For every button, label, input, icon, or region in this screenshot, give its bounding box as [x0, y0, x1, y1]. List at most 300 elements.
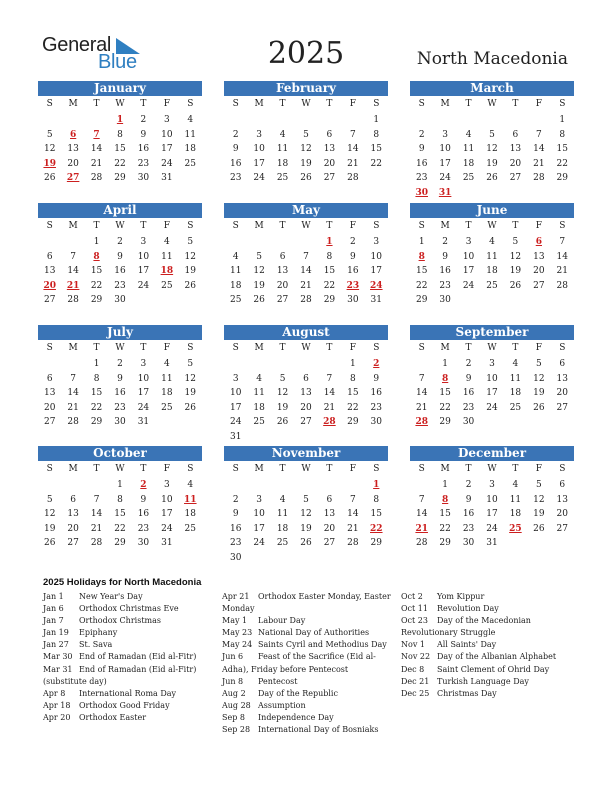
month-header: February [224, 81, 388, 96]
day-cell: 12 [533, 494, 545, 505]
day-cell: 4 [187, 480, 194, 490]
empty-day-cell [294, 357, 317, 372]
weekday-label: M [68, 221, 78, 231]
month-may [224, 203, 388, 308]
day-cell: 8 [93, 373, 100, 384]
holiday-date: Mar 30 [43, 652, 73, 662]
day-cell: 3 [465, 237, 472, 247]
holiday-day-cell: 20 [43, 280, 56, 291]
holiday-day-cell: 27 [66, 173, 80, 183]
month-header: October [38, 446, 202, 461]
weekday-label: M [440, 99, 450, 109]
day-cell: 9 [373, 373, 380, 384]
day-cell: 17 [137, 266, 150, 276]
day-cell: 14 [90, 509, 103, 519]
weekday-label: S [187, 99, 194, 109]
day-cell: 7 [70, 251, 76, 262]
day-cell: 22 [439, 523, 451, 534]
day-cell: 19 [253, 280, 265, 291]
month-grid [38, 340, 202, 430]
weekday-label: W [487, 99, 497, 109]
day-cell: 12 [253, 266, 265, 276]
day-cell: 23 [370, 402, 382, 413]
day-cell: 20 [533, 266, 545, 276]
weekday-label: T [93, 464, 100, 474]
weekday-label: S [46, 99, 53, 109]
day-cell: 11 [229, 266, 242, 276]
empty-day-cell [61, 235, 84, 250]
day-cell: 30 [462, 538, 475, 548]
weekday-label: T [465, 221, 472, 231]
day-cell: 20 [67, 523, 79, 534]
day-cell: 16 [229, 158, 242, 169]
weekday-label: W [115, 343, 125, 353]
holiday-date: Dec 25 [401, 688, 430, 698]
day-cell: 12 [300, 144, 312, 154]
day-cell: 14 [300, 266, 312, 276]
day-cell: 4 [512, 480, 519, 490]
day-cell: 24 [229, 417, 242, 427]
day-cell: 19 [509, 266, 522, 276]
weekday-label: T [93, 343, 100, 353]
day-cell: 7 [349, 129, 356, 140]
day-cell: 17 [137, 388, 150, 398]
holiday-date: Nov 1 [401, 640, 425, 650]
day-cell: 8 [349, 373, 356, 384]
day-cell: 4 [232, 251, 239, 262]
day-cell: 2 [349, 237, 356, 247]
holiday-day-cell: 23 [346, 280, 360, 291]
holiday-name: Orthodox Christmas [79, 616, 161, 626]
empty-day-cell [224, 478, 247, 493]
day-cell: 19 [276, 402, 289, 413]
empty-day-cell [224, 357, 247, 372]
day-cell: 3 [489, 480, 495, 490]
day-cell: 12 [300, 509, 312, 519]
holiday-day-cell: 8 [93, 251, 100, 262]
day-cell: 22 [114, 158, 126, 169]
empty-day-cell [318, 113, 341, 128]
day-cell: 7 [326, 373, 333, 384]
day-cell: 25 [161, 280, 173, 291]
holiday-entry [401, 591, 556, 603]
weekday-label: M [254, 221, 264, 231]
day-cell: 10 [253, 509, 265, 519]
day-cell: 1 [93, 237, 100, 247]
weekday-label: T [279, 221, 286, 231]
holiday-date: Nov 22 [401, 652, 431, 662]
weekday-label: T [465, 343, 472, 353]
day-cell: 3 [140, 237, 147, 247]
day-cell: 15 [439, 509, 451, 519]
day-cell: 26 [276, 417, 289, 427]
day-cell: 6 [279, 251, 286, 262]
empty-day-cell [341, 478, 364, 493]
day-cell: 7 [70, 373, 76, 384]
day-cell: 1 [418, 237, 425, 247]
day-cell: 23 [137, 158, 150, 169]
day-cell: 12 [509, 251, 522, 262]
weekday-label: S [46, 221, 53, 231]
day-cell: 2 [418, 129, 425, 140]
holiday-entry [43, 700, 196, 712]
day-cell: 13 [556, 373, 568, 384]
day-cell: 26 [300, 538, 312, 548]
day-cell: 3 [373, 237, 380, 247]
holiday-entry [43, 676, 196, 688]
day-cell: 5 [279, 373, 286, 384]
holiday-entry [222, 700, 391, 712]
weekday-label: W [301, 99, 311, 109]
day-cell: 7 [349, 494, 356, 505]
day-cell: 29 [90, 417, 103, 427]
day-cell: 17 [486, 509, 498, 519]
day-cell: 23 [439, 280, 451, 291]
holiday-day-cell: 7 [93, 129, 100, 140]
day-cell: 1 [559, 115, 566, 125]
day-cell: 4 [489, 237, 495, 247]
day-cell: 25 [486, 280, 498, 291]
empty-day-cell [85, 478, 108, 493]
holiday-date: Jan 7 [43, 616, 64, 626]
holiday-name: Orthodox Good Friday [79, 700, 170, 710]
day-cell: 1 [442, 359, 448, 369]
day-cell: 26 [43, 173, 56, 183]
day-cell: 9 [465, 494, 472, 505]
day-cell: 7 [535, 129, 542, 140]
day-cell: 11 [276, 509, 289, 519]
holiday-entry [222, 688, 391, 700]
day-cell: 2 [465, 359, 472, 369]
weekday-label: S [559, 99, 566, 109]
day-cell: 20 [276, 280, 289, 291]
weekday-label: M [254, 464, 264, 474]
holiday-day-cell: 25 [509, 523, 522, 534]
day-cell: 2 [117, 237, 123, 247]
weekday-label: S [559, 464, 566, 474]
weekday-label: S [232, 99, 239, 109]
day-cell: 12 [533, 373, 545, 384]
holiday-date: Apr 21 [222, 592, 250, 601]
day-cell: 2 [442, 237, 448, 247]
weekday-label: S [46, 343, 53, 353]
month-header: August [224, 325, 388, 340]
day-cell: 2 [465, 480, 472, 490]
day-cell: 9 [117, 251, 123, 262]
weekday-label: F [349, 221, 356, 231]
holiday-name: Orthodox Christmas Eve [79, 604, 179, 614]
day-cell: 18 [184, 144, 196, 154]
day-cell: 10 [161, 494, 173, 505]
holiday-day-cell: 1 [373, 480, 380, 490]
day-cell: 27 [43, 417, 56, 427]
holiday-column-2 [222, 591, 391, 736]
weekday-label: S [187, 343, 194, 353]
day-cell: 3 [163, 115, 170, 125]
day-cell: 13 [67, 509, 79, 519]
weekday-label: T [326, 343, 333, 353]
empty-day-cell [271, 113, 294, 128]
weekday-label: M [68, 464, 78, 474]
day-cell: 5 [187, 237, 194, 247]
day-cell: 16 [347, 266, 359, 276]
day-cell: 19 [486, 158, 498, 169]
holiday-name: All Saints' Day [437, 640, 497, 650]
day-cell: 1 [117, 480, 123, 490]
day-cell: 5 [187, 359, 194, 369]
weekday-label: S [418, 343, 425, 353]
day-cell: 4 [465, 129, 472, 140]
day-cell: 20 [323, 158, 336, 169]
day-cell: 30 [137, 538, 150, 548]
weekday-label: S [187, 464, 194, 474]
day-cell: 24 [253, 173, 265, 183]
day-cell: 20 [300, 402, 312, 413]
weekday-label: M [440, 343, 450, 353]
empty-day-cell [410, 357, 433, 372]
holiday-entry [401, 651, 556, 663]
holiday-name: Monday [222, 604, 255, 614]
day-cell: 10 [161, 129, 173, 140]
holiday-day-cell: 28 [415, 417, 428, 427]
month-header: July [38, 325, 202, 340]
day-cell: 16 [370, 388, 382, 398]
day-cell: 9 [418, 144, 425, 154]
empty-day-cell [271, 235, 294, 250]
day-cell: 14 [90, 144, 103, 154]
weekday-label: M [254, 99, 264, 109]
day-cell: 23 [137, 523, 150, 534]
day-cell: 25 [184, 158, 196, 169]
holiday-name: Saint Clement of Ohrid Day [437, 664, 550, 674]
empty-day-cell [38, 235, 61, 250]
month-february [224, 81, 388, 186]
empty-day-cell [61, 357, 84, 372]
holiday-entry [222, 664, 391, 676]
day-cell: 18 [276, 523, 289, 534]
logo-general-text: General [42, 34, 112, 56]
month-december [410, 446, 574, 551]
day-cell: 3 [256, 129, 262, 140]
day-cell: 11 [462, 144, 475, 154]
day-cell: 21 [323, 402, 336, 413]
day-cell: 30 [229, 552, 242, 563]
day-cell: 28 [556, 280, 568, 291]
day-cell: 28 [347, 538, 359, 548]
holiday-name: International Roma Day [79, 688, 177, 698]
holiday-date: Oct 11 [401, 604, 428, 614]
day-cell: 21 [347, 523, 359, 534]
day-cell: 21 [90, 523, 103, 534]
day-cell: 13 [43, 388, 56, 398]
weekday-label: F [535, 343, 542, 353]
day-cell: 10 [137, 251, 150, 262]
weekday-label: S [373, 221, 380, 231]
day-cell: 4 [187, 115, 194, 125]
day-cell: 14 [67, 388, 79, 398]
day-cell: 15 [370, 509, 382, 519]
holiday-name: Christmas Day [437, 688, 497, 698]
day-cell: 17 [486, 388, 498, 398]
day-cell: 17 [370, 266, 382, 276]
day-cell: 17 [462, 266, 475, 276]
empty-day-cell [410, 113, 433, 128]
day-cell: 29 [114, 538, 126, 548]
day-cell: 18 [276, 158, 289, 169]
day-cell: 2 [117, 359, 123, 369]
day-cell: 8 [117, 129, 123, 140]
day-cell: 18 [509, 388, 522, 398]
holiday-day-cell: 6 [535, 237, 542, 247]
day-cell: 12 [43, 509, 56, 519]
day-cell: 13 [323, 144, 336, 154]
day-cell: 15 [347, 388, 359, 398]
day-cell: 28 [90, 173, 103, 183]
day-cell: 30 [114, 295, 126, 305]
logo-blue-text: Blue [98, 51, 137, 73]
weekday-label: W [301, 464, 311, 474]
empty-day-cell [247, 478, 270, 493]
holiday-day-cell: 22 [370, 523, 383, 534]
holiday-day-cell: 11 [184, 494, 197, 505]
weekday-label: F [349, 464, 356, 474]
day-cell: 6 [46, 373, 53, 384]
weekday-label: S [232, 464, 239, 474]
empty-day-cell [38, 113, 61, 128]
day-cell: 14 [347, 509, 359, 519]
day-cell: 12 [486, 144, 498, 154]
empty-day-cell [61, 478, 84, 493]
day-cell: 19 [300, 523, 312, 534]
empty-day-cell [247, 235, 270, 250]
holiday-name: (substitute day) [43, 676, 107, 686]
day-cell: 8 [373, 129, 380, 140]
holiday-name: Yom Kippur [437, 592, 485, 601]
empty-day-cell [247, 357, 270, 372]
holiday-day-cell: 1 [326, 237, 333, 247]
country-name: North Macedonia [416, 49, 568, 69]
day-cell: 13 [509, 144, 522, 154]
holiday-entry [401, 664, 556, 676]
day-cell: 29 [370, 538, 382, 548]
weekday-label: W [487, 221, 497, 231]
day-cell: 22 [439, 402, 451, 413]
day-cell: 6 [46, 251, 53, 262]
weekday-label: T [279, 464, 286, 474]
month-grid [410, 461, 574, 551]
day-cell: 6 [70, 494, 76, 505]
day-cell: 15 [415, 266, 428, 276]
day-cell: 18 [184, 509, 196, 519]
empty-day-cell [294, 113, 317, 128]
day-cell: 24 [486, 523, 498, 534]
weekday-label: S [46, 464, 53, 474]
holiday-day-cell: 24 [370, 280, 383, 291]
holiday-entry [401, 603, 556, 615]
holiday-name: Day of the Macedonian [437, 616, 531, 626]
weekday-label: S [373, 343, 380, 353]
day-cell: 25 [161, 402, 173, 413]
empty-day-cell [271, 357, 294, 372]
holiday-entry [222, 639, 391, 651]
weekday-label: M [68, 99, 78, 109]
day-cell: 21 [67, 402, 79, 413]
day-cell: 27 [556, 402, 568, 413]
weekday-label: F [349, 343, 356, 353]
day-cell: 8 [117, 494, 123, 505]
day-cell: 22 [370, 158, 382, 169]
empty-day-cell [457, 113, 480, 128]
day-cell: 26 [486, 173, 498, 183]
day-cell: 13 [67, 144, 79, 154]
day-cell: 9 [465, 373, 472, 384]
holiday-entry [222, 615, 391, 627]
holiday-date: Sep 28 [222, 725, 251, 735]
day-cell: 19 [43, 523, 56, 534]
day-cell: 29 [347, 417, 359, 427]
day-cell: 10 [462, 251, 475, 262]
month-june [410, 203, 574, 308]
weekday-label: M [254, 343, 264, 353]
day-cell: 30 [347, 295, 359, 305]
month-grid [224, 218, 388, 308]
day-cell: 15 [90, 388, 103, 398]
page-title-year: 2025 [267, 36, 345, 71]
day-cell: 26 [253, 295, 265, 305]
empty-day-cell [504, 113, 527, 128]
day-cell: 24 [161, 523, 173, 534]
day-cell: 9 [349, 251, 356, 262]
day-cell: 27 [323, 173, 336, 183]
empty-day-cell [294, 235, 317, 250]
day-cell: 9 [442, 251, 448, 262]
day-cell: 29 [90, 295, 103, 305]
holiday-name: Turkish Language Day [437, 676, 529, 686]
day-cell: 10 [486, 373, 498, 384]
holiday-date: May 1 [222, 616, 248, 626]
holiday-column-3 [401, 591, 556, 700]
weekday-label: S [418, 464, 425, 474]
holiday-name: Pentecost [258, 676, 298, 686]
month-header: January [38, 81, 202, 96]
day-cell: 20 [323, 523, 336, 534]
day-cell: 6 [326, 494, 333, 505]
day-cell: 10 [439, 144, 451, 154]
empty-day-cell [61, 113, 84, 128]
month-august [224, 325, 388, 444]
holiday-entry [43, 688, 196, 700]
weekday-label: T [93, 99, 100, 109]
day-cell: 25 [253, 417, 265, 427]
day-cell: 20 [509, 158, 522, 169]
empty-day-cell [433, 113, 456, 128]
weekday-label: S [559, 343, 566, 353]
day-cell: 15 [439, 388, 451, 398]
day-cell: 19 [184, 266, 196, 276]
day-cell: 14 [415, 509, 428, 519]
day-cell: 24 [486, 402, 498, 413]
day-cell: 9 [232, 144, 239, 154]
month-header: March [410, 81, 574, 96]
month-grid [410, 340, 574, 430]
day-cell: 28 [300, 295, 312, 305]
day-cell: 30 [462, 417, 475, 427]
day-cell: 6 [512, 129, 519, 140]
day-cell: 21 [347, 158, 359, 169]
day-cell: 5 [535, 480, 542, 490]
day-cell: 20 [556, 509, 568, 519]
day-cell: 22 [347, 402, 359, 413]
